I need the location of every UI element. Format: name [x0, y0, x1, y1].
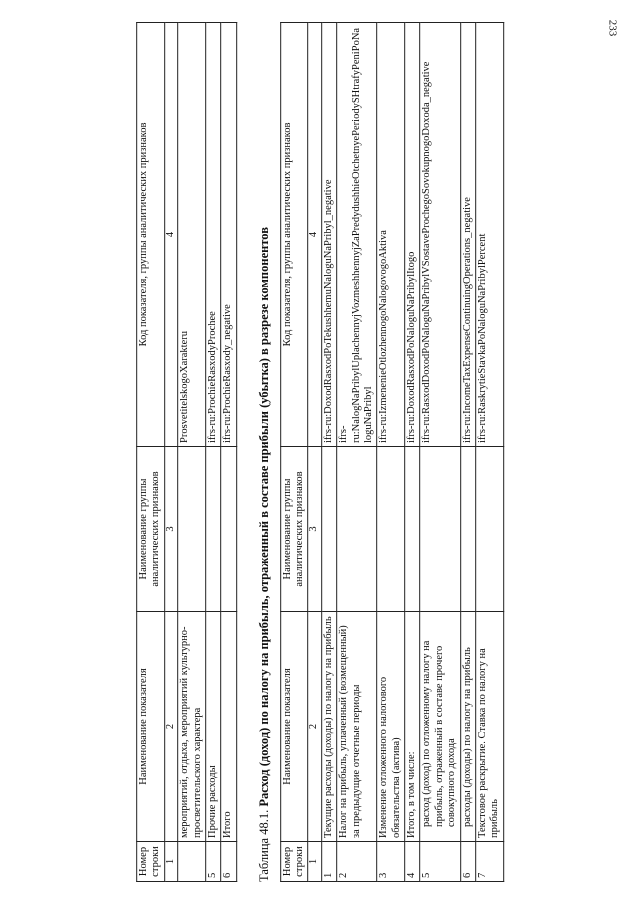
table-row [337, 23, 377, 882]
column-number: 3 [164, 447, 177, 612]
indicator-name: Текущие расходы (доходы) по налогу на прибыль [321, 612, 336, 842]
group-name [337, 447, 377, 612]
table-row [460, 23, 475, 882]
group-name [206, 447, 221, 612]
table-continuation [136, 22, 237, 882]
header-indicator-name: Наименование показателя [137, 612, 165, 842]
group-name [321, 447, 336, 612]
indicator-code: ifrs-ru:ProchieRasxodyProchee [206, 23, 221, 447]
column-number: 3 [308, 447, 321, 612]
table-title-text: Расход (доход) по налогу на прибыль, отраженный в составе прибыли (убытка) в разрезе компонентов [256, 227, 271, 807]
row-number [178, 842, 206, 882]
indicator-name: мероприятий, отдыха, мероприятий культурно-просветительского характера [178, 612, 206, 842]
table-title-prefix: Таблица 48.1. [256, 809, 271, 882]
indicator-code: ifrs-ru:ProchieRasxody_negative [221, 23, 236, 447]
column-number: 2 [308, 612, 321, 842]
column-number: 4 [308, 23, 321, 447]
indicator-code: ifrs-ru:RasxodDoxodPoNaloguNaPribylVSostaveProchegoSovokupnogoDoxoda_negative [420, 23, 460, 447]
indicator-name: Изменение отложенного налогового обязательства (актива) [377, 612, 405, 842]
indicator-name: расход (доход) по отложенному налогу на прибыль, отраженный в составе прочего совокупного дохода [420, 612, 460, 842]
table-header-row [137, 23, 165, 882]
column-number: 1 [308, 842, 321, 882]
column-number: 4 [164, 23, 177, 447]
column-number-row [164, 23, 177, 882]
group-name [460, 447, 475, 612]
table-header-row [280, 23, 308, 882]
page-number: 233 [606, 19, 619, 37]
header-group-name: Наименование группы аналитических признаков [280, 447, 308, 612]
row-number: 5 [420, 842, 460, 882]
row-number: 5 [206, 842, 221, 882]
table-row [206, 23, 221, 882]
column-number: 1 [164, 842, 177, 882]
indicator-code: ifrs-ru:IzmenenieOtlozhennogoNalogovogoAktiva [377, 23, 405, 447]
group-name [420, 447, 460, 612]
group-name [221, 447, 236, 612]
table-row [377, 23, 405, 882]
row-number: 2 [337, 842, 377, 882]
indicator-name: Итого [221, 612, 236, 842]
table-row [405, 23, 420, 882]
row-number: 3 [377, 842, 405, 882]
table-row [221, 23, 236, 882]
row-number: 7 [476, 842, 504, 882]
indicator-name: Прочие расходы [206, 612, 221, 842]
indicator-name: Итого, в том числе: [405, 612, 420, 842]
header-indicator-name: Наименование показателя [280, 612, 308, 842]
indicator-code: ifrs-ru:RaskrytieStavkaPoNaloguNaPribylPercent [476, 23, 504, 447]
group-name [405, 447, 420, 612]
row-number: 6 [221, 842, 236, 882]
indicator-code: ifrs-ru:NalogNaPribylUplachennyjVozmeshhennyjZaPredydushhieOtchetnyePeriodySHtrafyPeniPoNaloguNaPribyl [337, 23, 377, 447]
table-title [257, 22, 272, 882]
column-number-row [308, 23, 321, 882]
row-number: 4 [405, 842, 420, 882]
indicator-name: Налог на прибыль, уплаченный (возмещенный) за предыдущие отчетные периоды [337, 612, 377, 842]
indicator-code: ifrs-ru:DoxodRasxodPoNaloguNaPribylItogo [405, 23, 420, 447]
table-row [321, 23, 336, 882]
column-number: 2 [164, 612, 177, 842]
table-row [420, 23, 460, 882]
header-group-name: Наименование группы аналитических признаков [137, 447, 165, 612]
group-name [377, 447, 405, 612]
indicator-name: расходы (доходы) по налогу на прибыль [460, 612, 475, 842]
group-name [476, 447, 504, 612]
header-code: Код показателя, группы аналитических признаков [280, 23, 308, 447]
indicator-code: ifrs-ru:IncomeTaxExpenseContinuingOperations_negative [460, 23, 475, 447]
header-row-number: Номер строки [137, 842, 165, 882]
indicator-name: Текстовое раскрытие. Ставка по налогу на прибыль [476, 612, 504, 842]
table-48-1 [280, 22, 504, 882]
group-name [178, 447, 206, 612]
rotated-page-content [136, 22, 504, 882]
indicator-code: ProsvetitelskogoXarakteru [178, 23, 206, 447]
table-row [476, 23, 504, 882]
header-row-number: Номер строки [280, 842, 308, 882]
table-row [178, 23, 206, 882]
row-number: 1 [321, 842, 336, 882]
indicator-code: ifrs-ru:DoxodRasxodPoTekushhemuNaloguNaPribyl_negative [321, 23, 336, 447]
row-number: 6 [460, 842, 475, 882]
header-code: Код показателя, группы аналитических признаков [137, 23, 165, 447]
